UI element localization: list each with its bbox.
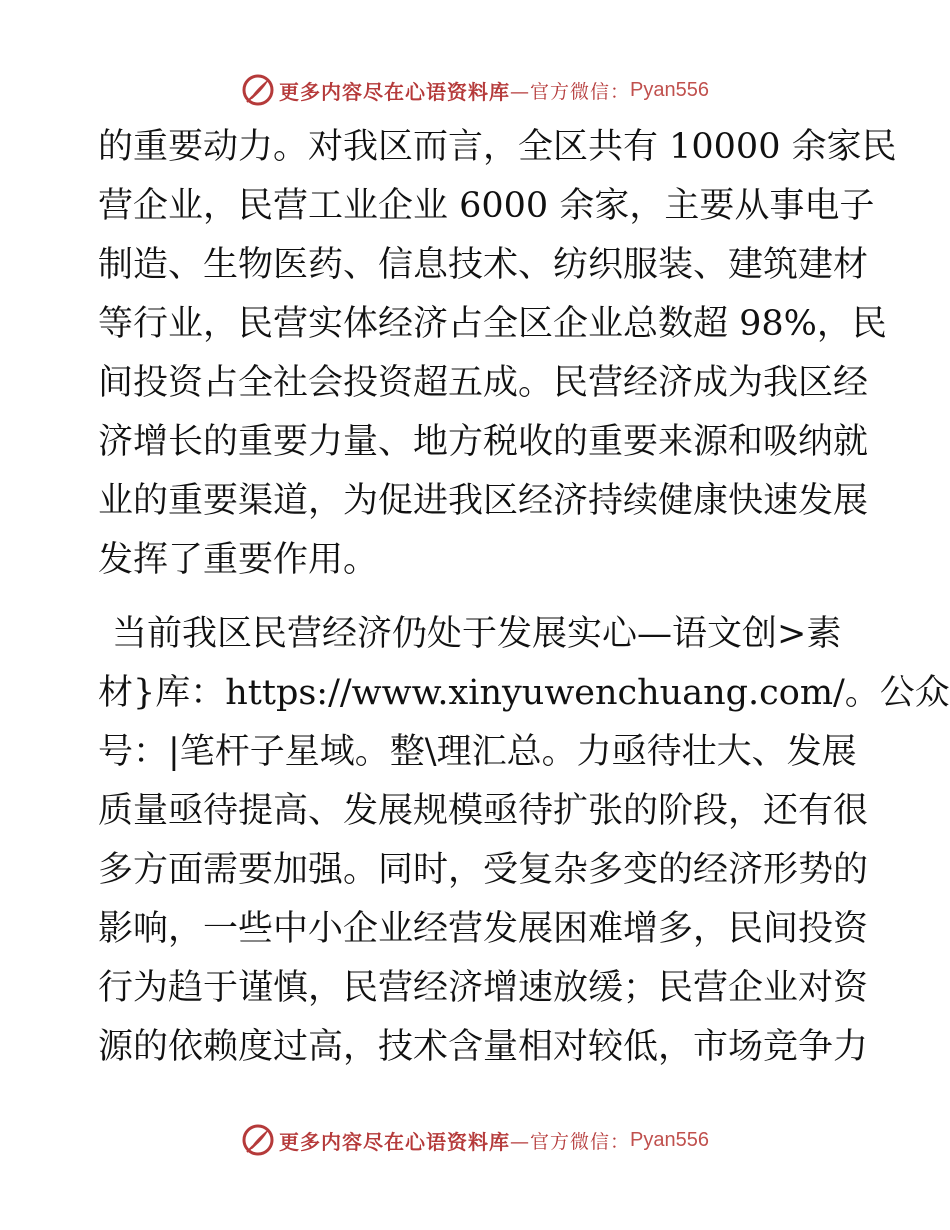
feather-logo-icon [241,1123,275,1157]
text-line: 质量亟待提高、发展规模亟待扩张的阶段，还有很 [98,791,869,831]
watermark-handle: Pyan556 [630,78,709,101]
text-line: 业的重要渠道，为促进我区经济持续健康快速发展 [98,481,869,521]
text-line: 等行业，民营实体经济占全区企业总数超 98%，民 [98,304,887,344]
watermark-handle: Pyan556 [630,1128,709,1151]
text-line: 材}库：https://www.xinyuwenchuang.com/。公众 [98,673,950,713]
text-line: 源的依赖度过高，技术含量相对较低，市场竞争力 [98,1027,869,1067]
text-line: 发挥了重要作用。 [98,540,379,580]
text-line: 间投资占全社会投资超五成。民营经济成为我区经 [98,363,869,403]
text-line: 多方面需要加强。同时，受复杂多变的经济形势的 [98,850,869,890]
watermark-sub-text: —官方微信： [510,1130,631,1153]
header-watermark [0,70,950,110]
watermark-sub-text: —官方微信： [510,80,631,103]
text-line: 营企业，民营工业企业 6000 余家，主要从事电子 [98,186,875,226]
text-line: 号：|笔杆子星域。整\理汇总。力亟待壮大、发展 [98,732,857,772]
footer-watermark [0,1120,950,1160]
text-line: 的重要动力。对我区而言，全区共有 10000 余家民 [98,127,897,167]
text-line: 当前我区民营经济仍处于发展实心—语文创>素 [112,614,842,654]
text-line: 济增长的重要力量、地方税收的重要来源和吸纳就 [98,422,869,462]
text-line: 影响，一些中小企业经营发展困难增多，民间投资 [98,909,869,949]
text-line: 行为趋于谨慎，民营经济增速放缓；民营企业对资 [98,968,869,1008]
paragraph-2 [98,605,950,1077]
paragraph-1 [98,118,897,590]
text-line: 制造、生物医药、信息技术、纺织服装、建筑建材 [98,245,869,285]
watermark-main-text: 更多内容尽在心语资料库 [279,1129,510,1154]
watermark-main-text: 更多内容尽在心语资料库 [279,79,510,104]
feather-logo-icon [241,73,275,107]
